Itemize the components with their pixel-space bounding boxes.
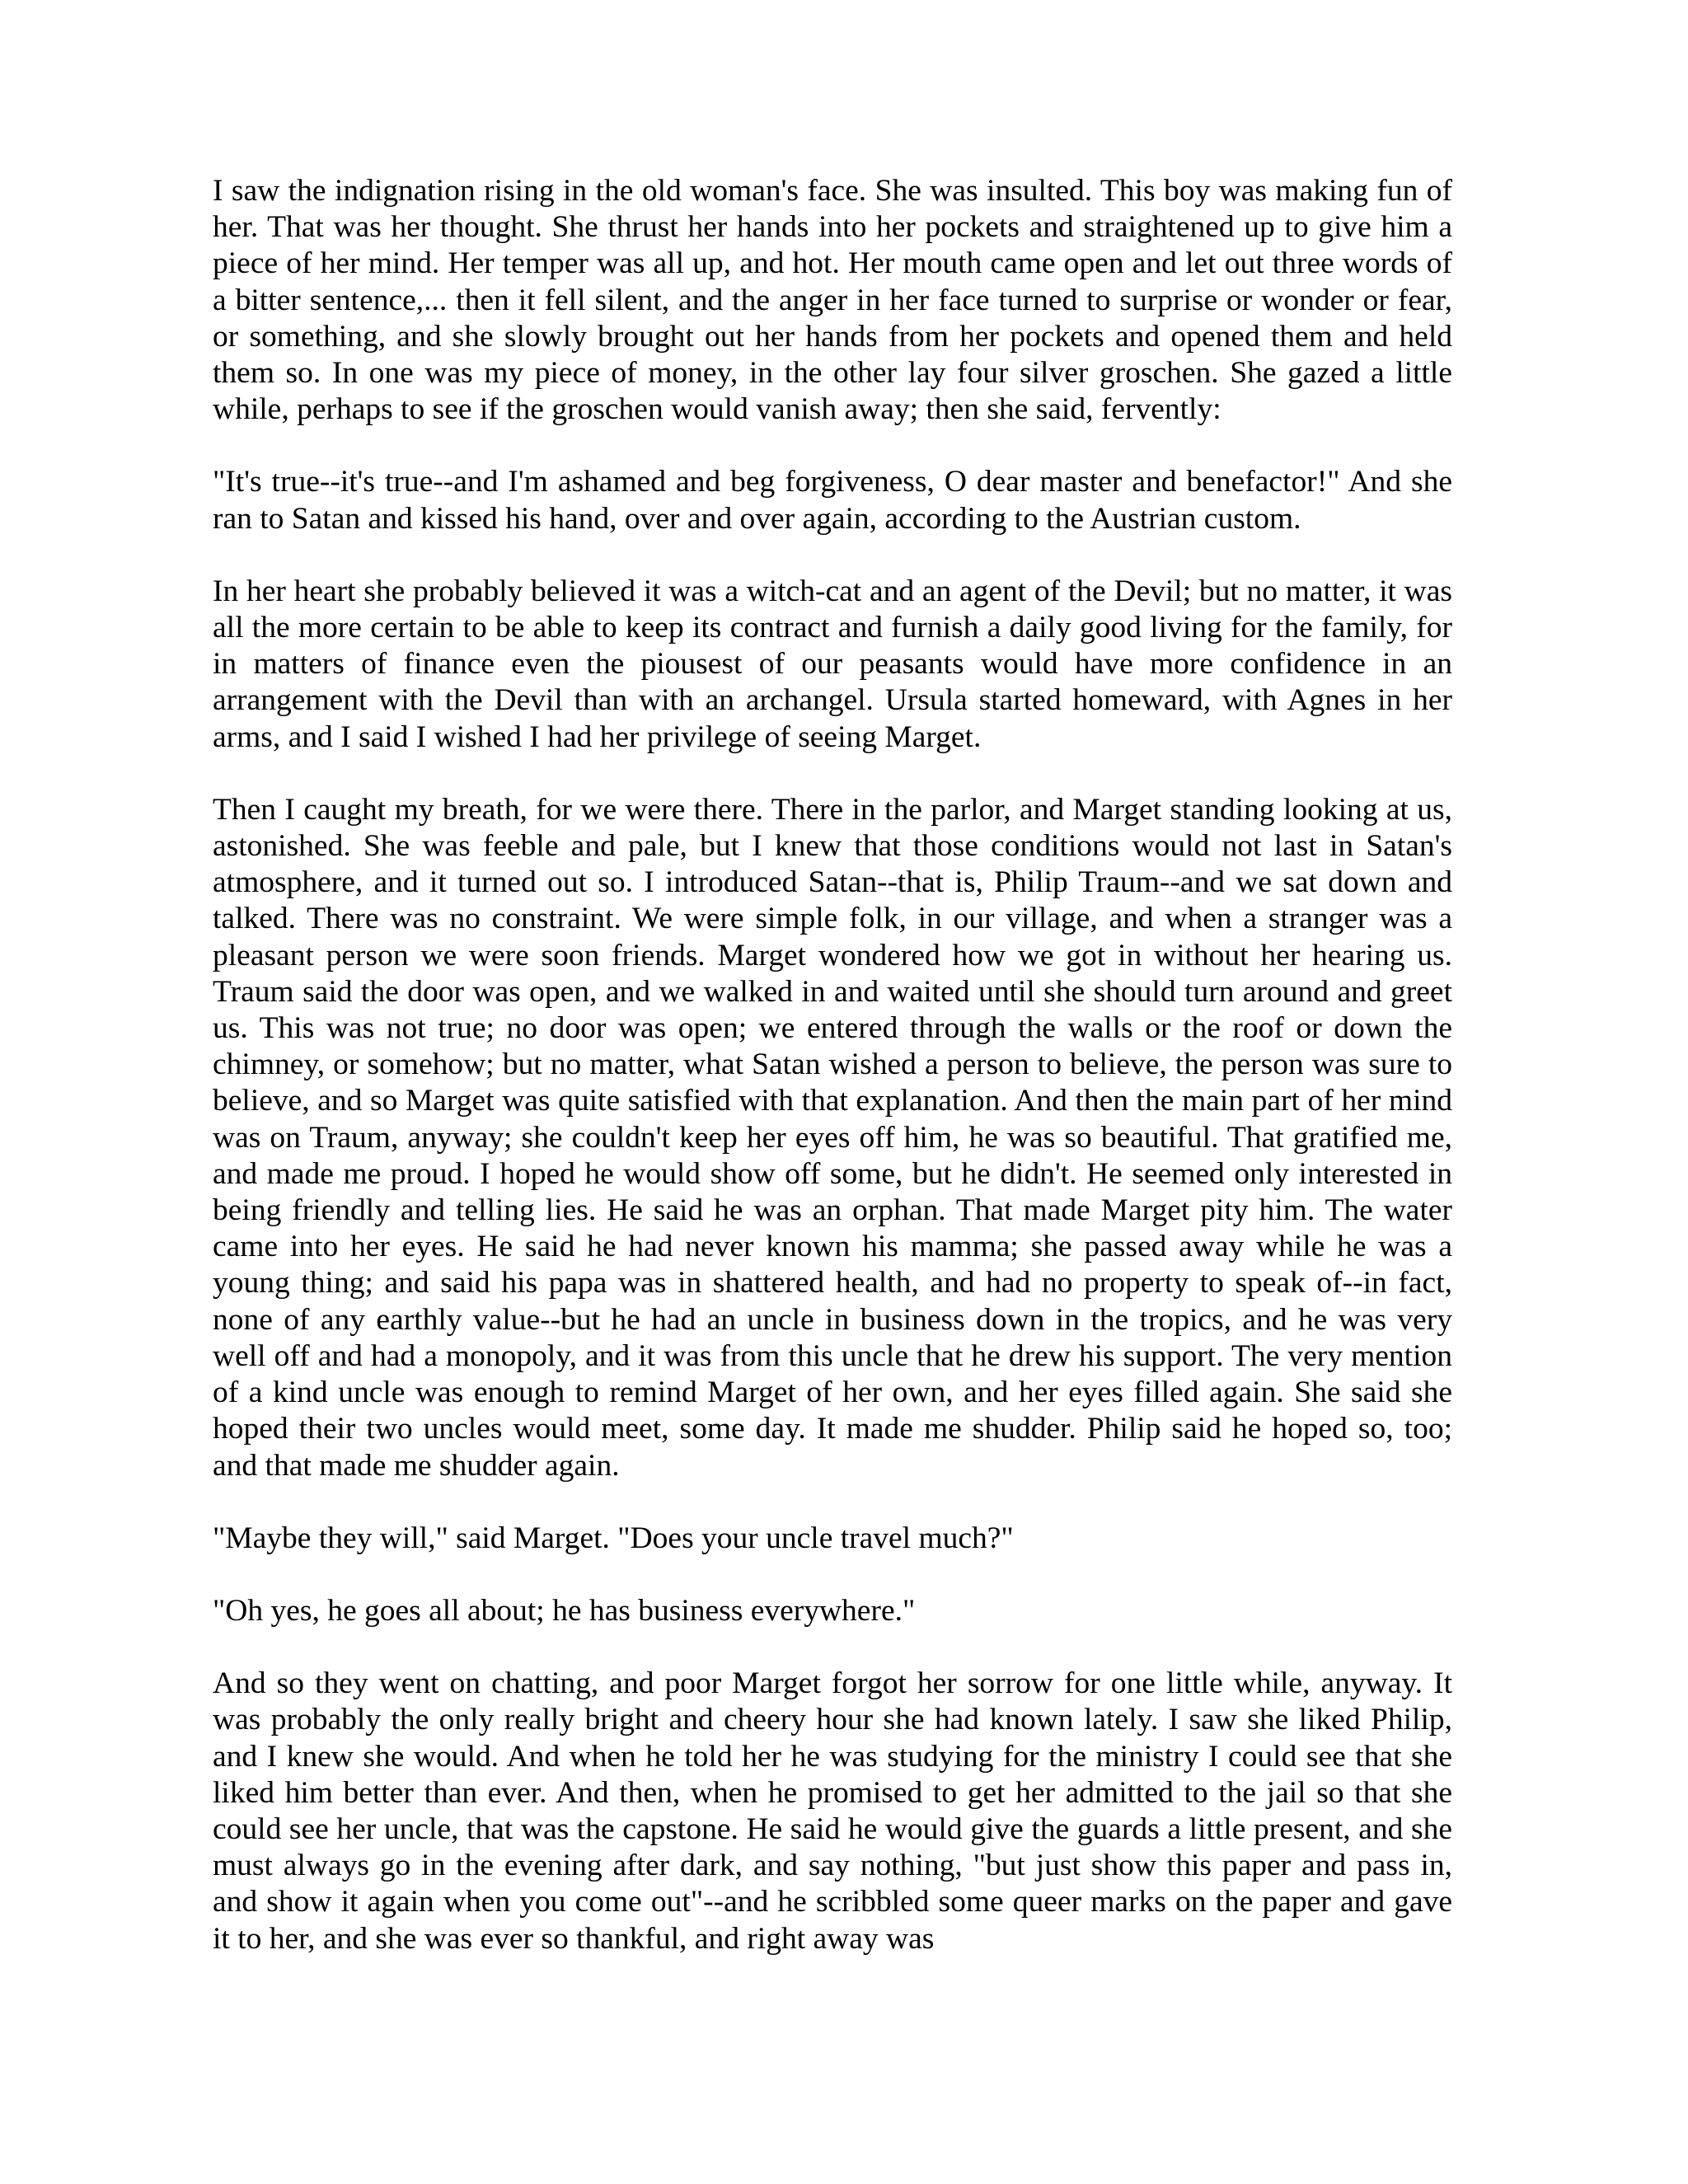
paragraph-marget-parlor: Then I caught my breath, for we were there. There in the parlor, and Marget standing looking at us, astonished. She was feeble and pale, but I knew that those conditions would not last in Satan's atmosphere, and it turned out so. I introduced Satan--that is, Philip Traum--and we sat down and talked. There was no constraint. We were simple folk, in our village, and when a stranger was a pleasant person we were soon friends. Marget wondered how we got in without her hearing us. Traum said the door was open, and we walked in and waited until she should turn around and greet us. This was not true; no door was open; we entered through the walls or the roof or down the chimney, or somehow; but no matter, what Satan wished a person to believe, the person was sure to believe, and so Marget was quite satisfied with that explanation. And then the main part of her mind was on Traum, anyway; she couldn't keep her eyes off him, he was so beautiful. That gratified me, and made me proud. I hoped he would show off some, but he didn't. He seemed only interested in being friendly and telling lies. He said he was an orphan. That made Marget pity him. The water came into her eyes. He said he had never known his mamma; she passed away while he was a young thing; and said his papa was in shattered health, and had no property to speak of--in fact, none of any earthly value--but he had an uncle in business down in the tropics, and he was very well off and had a monopoly, and it was from this uncle that he drew his support. The very mention of a kind uncle was enough to remind Marget of her own, and her eyes filled again. She said she hoped their two uncles would meet, some day. It made me shudder. Philip said he hoped so, too; and that made me shudder again. xyxy=(213,792,1452,1483)
paragraph-indignation: I saw the indignation rising in the old woman's face. She was insulted. This boy was making fun of her. That was her thought. She thrust her hands into her pockets and straightened up to give him a piece of her mind. Her temper was all up, and hot. Her mouth came open and let out three words of a bitter sentence,... then it fell silent, and the anger in her face turned to surprise or wonder or fear, or something, and she slowly brought out her hands from her pockets and opened them and held them so. In one was my piece of money, in the other lay four silver groschen. She gazed a little while, perhaps to see if the groschen would vanish away; then she said, fervently: xyxy=(213,174,1452,427)
paragraph-witch-cat: In her heart she probably believed it was a witch-cat and an agent of the Devil; but no matter, it was all the more certain to be able to keep its contract and furnish a daily good living for the family, for in matters of finance even the piousest of our peasants would have more confidence in an arrangement with the Devil than with an archangel. Ursula started homeward, with Agnes in her arms, and I said I wished I had her privilege of seeing Marget. xyxy=(213,574,1452,754)
paragraph-chatting: And so they went on chatting, and poor Marget forgot her sorrow for one little while, anyway. It was probably the only really bright and cheery hour she had known lately. I saw she liked Philip, and I knew she would. And when he told her he was studying for the ministry I could see that she liked him better than ever. And then, when he promised to get her admitted to the jail so that she could see her uncle, that was the capstone. He said he would give the guards a little present, and she must always go in the evening after dark, and say nothing, "but just show this paper and pass in, and show it again when you come out"--and he scribbled some queer marks on the paper and gave it to her, and she was ever so thankful, and right away was xyxy=(213,1666,1452,1956)
paragraph-uncle-travel: "Maybe they will," said Marget. "Does your uncle travel much?" xyxy=(213,1521,1014,1555)
document-page xyxy=(213,173,1452,1957)
paragraph-forgiveness: "It's true--it's true--and I'm ashamed and beg forgiveness, O dear master and benefactor!" And she ran to Satan and kissed his hand, over and over again, according to the Austrian custom. xyxy=(213,465,1452,536)
paragraph-business-everywhere: "Oh yes, he goes all about; he has business everywhere." xyxy=(213,1593,916,1628)
